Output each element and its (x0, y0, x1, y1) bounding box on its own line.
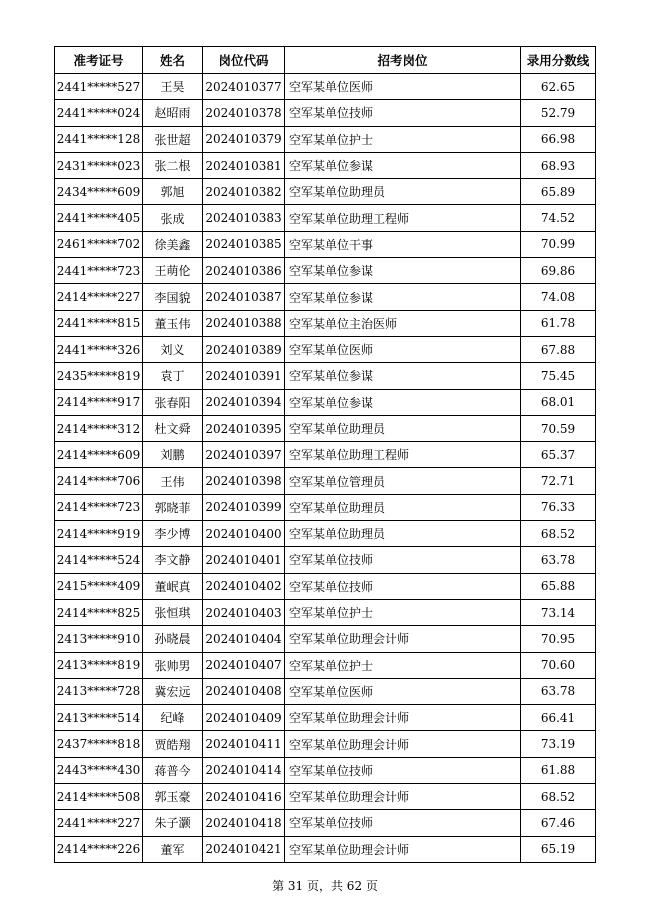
cell-position-code: 2024010411 (203, 731, 285, 757)
cell-exam-id: 2414*****825 (55, 599, 143, 625)
cell-score-line: 70.99 (521, 231, 596, 257)
cell-exam-id: 2413*****910 (55, 626, 143, 652)
cell-position: 空军某单位助理会计师 (285, 626, 521, 652)
cell-score-line: 70.60 (521, 652, 596, 678)
cell-exam-id: 2461*****702 (55, 231, 143, 257)
table-row (55, 626, 596, 652)
cell-name: 董岷真 (143, 573, 203, 599)
cell-position-code: 2024010378 (203, 100, 285, 126)
cell-score-line: 74.08 (521, 284, 596, 310)
cell-name: 贾皓翔 (143, 731, 203, 757)
cell-exam-id: 2441*****128 (55, 126, 143, 152)
header-position: 招考岗位 (285, 47, 521, 74)
table-row (55, 258, 596, 284)
cell-position-code: 2024010394 (203, 389, 285, 415)
cell-position: 空军某单位技师 (285, 757, 521, 783)
cell-position-code: 2024010404 (203, 626, 285, 652)
table-row (55, 836, 596, 862)
table-row (55, 442, 596, 468)
table-row (55, 389, 596, 415)
cell-score-line: 70.59 (521, 415, 596, 441)
table-row (55, 152, 596, 178)
cell-score-line: 70.95 (521, 626, 596, 652)
cell-position-code: 2024010416 (203, 784, 285, 810)
table-row (55, 336, 596, 362)
cell-exam-id: 2414*****312 (55, 415, 143, 441)
table-row (55, 573, 596, 599)
table-row (55, 599, 596, 625)
cell-name: 张世超 (143, 126, 203, 152)
cell-score-line: 68.52 (521, 521, 596, 547)
cell-position: 空军某单位技师 (285, 573, 521, 599)
table-row (55, 205, 596, 231)
cell-name: 张春阳 (143, 389, 203, 415)
cell-position: 空军某单位干事 (285, 231, 521, 257)
cell-position-code: 2024010391 (203, 363, 285, 389)
cell-position-code: 2024010381 (203, 152, 285, 178)
cell-position-code: 2024010388 (203, 310, 285, 336)
cell-name: 王昊 (143, 74, 203, 100)
cell-exam-id: 2414*****609 (55, 442, 143, 468)
cell-name: 董玉伟 (143, 310, 203, 336)
cell-name: 朱子灏 (143, 810, 203, 836)
cell-position: 空军某单位技师 (285, 547, 521, 573)
cell-exam-id: 2414*****226 (55, 836, 143, 862)
cell-exam-id: 2414*****706 (55, 468, 143, 494)
cell-position: 空军某单位参谋 (285, 258, 521, 284)
header-exam-id: 准考证号 (55, 47, 143, 74)
table-row (55, 784, 596, 810)
cell-position: 空军某单位医师 (285, 336, 521, 362)
cell-score-line: 62.65 (521, 74, 596, 100)
cell-position-code: 2024010400 (203, 521, 285, 547)
cell-name: 王萌伦 (143, 258, 203, 284)
cell-name: 董军 (143, 836, 203, 862)
header-position-code: 岗位代码 (203, 47, 285, 74)
cell-position-code: 2024010385 (203, 231, 285, 257)
table-row (55, 468, 596, 494)
cell-position-code: 2024010398 (203, 468, 285, 494)
cell-name: 郭晓菲 (143, 494, 203, 520)
cell-name: 张二根 (143, 152, 203, 178)
cell-exam-id: 2414*****524 (55, 547, 143, 573)
cell-score-line: 69.86 (521, 258, 596, 284)
cell-position: 空军某单位助理工程师 (285, 205, 521, 231)
cell-exam-id: 2441*****527 (55, 74, 143, 100)
table-row (55, 678, 596, 704)
table-row (55, 415, 596, 441)
cell-score-line: 75.45 (521, 363, 596, 389)
cell-position-code: 2024010401 (203, 547, 285, 573)
cell-position-code: 2024010402 (203, 573, 285, 599)
table-row (55, 494, 596, 520)
cell-position-code: 2024010403 (203, 599, 285, 625)
cell-score-line: 67.88 (521, 336, 596, 362)
cell-exam-id: 2414*****919 (55, 521, 143, 547)
table-row (55, 705, 596, 731)
cell-exam-id: 2413*****728 (55, 678, 143, 704)
cell-score-line: 65.89 (521, 179, 596, 205)
cell-score-line: 68.52 (521, 784, 596, 810)
cell-score-line: 68.01 (521, 389, 596, 415)
cell-position-code: 2024010414 (203, 757, 285, 783)
cell-position: 空军某单位医师 (285, 678, 521, 704)
cell-position: 空军某单位助理会计师 (285, 705, 521, 731)
cell-position: 空军某单位助理会计师 (285, 784, 521, 810)
cell-exam-id: 2435*****819 (55, 363, 143, 389)
cell-exam-id: 2441*****024 (55, 100, 143, 126)
table-row (55, 810, 596, 836)
cell-position-code: 2024010389 (203, 336, 285, 362)
table-row (55, 363, 596, 389)
cell-exam-id: 2441*****723 (55, 258, 143, 284)
cell-position: 空军某单位助理员 (285, 521, 521, 547)
table-row (55, 652, 596, 678)
cell-position: 空军某单位助理会计师 (285, 731, 521, 757)
cell-score-line: 66.41 (521, 705, 596, 731)
cell-position-code: 2024010377 (203, 74, 285, 100)
table-row (55, 521, 596, 547)
admission-score-table (54, 46, 596, 863)
cell-name: 刘鹏 (143, 442, 203, 468)
cell-exam-id: 2441*****326 (55, 336, 143, 362)
cell-name: 李文静 (143, 547, 203, 573)
cell-score-line: 67.46 (521, 810, 596, 836)
cell-score-line: 63.78 (521, 678, 596, 704)
cell-position: 空军某单位管理员 (285, 468, 521, 494)
cell-position-code: 2024010409 (203, 705, 285, 731)
page-number: 第 31 页，共 62 页 (272, 879, 378, 893)
cell-name: 杜文舜 (143, 415, 203, 441)
cell-name: 冀宏远 (143, 678, 203, 704)
cell-position: 空军某单位参谋 (285, 389, 521, 415)
cell-exam-id: 2443*****430 (55, 757, 143, 783)
table-row (55, 179, 596, 205)
cell-position-code: 2024010395 (203, 415, 285, 441)
cell-exam-id: 2437*****818 (55, 731, 143, 757)
cell-score-line: 68.93 (521, 152, 596, 178)
cell-position-code: 2024010397 (203, 442, 285, 468)
cell-exam-id: 2415*****409 (55, 573, 143, 599)
table-header-row (55, 47, 596, 74)
cell-position: 空军某单位技师 (285, 810, 521, 836)
cell-position-code: 2024010386 (203, 258, 285, 284)
cell-position: 空军某单位技师 (285, 100, 521, 126)
cell-position-code: 2024010399 (203, 494, 285, 520)
cell-position: 空军某单位医师 (285, 74, 521, 100)
cell-exam-id: 2414*****723 (55, 494, 143, 520)
cell-name: 李少博 (143, 521, 203, 547)
table-row (55, 547, 596, 573)
cell-exam-id: 2441*****227 (55, 810, 143, 836)
table-row (55, 284, 596, 310)
cell-position-code: 2024010383 (203, 205, 285, 231)
cell-name: 徐美鑫 (143, 231, 203, 257)
cell-position-code: 2024010407 (203, 652, 285, 678)
cell-position: 空军某单位参谋 (285, 284, 521, 310)
cell-score-line: 63.78 (521, 547, 596, 573)
cell-name: 李国貌 (143, 284, 203, 310)
cell-score-line: 61.88 (521, 757, 596, 783)
table-row (55, 74, 596, 100)
table-row (55, 310, 596, 336)
cell-exam-id: 2441*****815 (55, 310, 143, 336)
cell-name: 蒋普今 (143, 757, 203, 783)
cell-position: 空军某单位助理会计师 (285, 836, 521, 862)
cell-exam-id: 2413*****514 (55, 705, 143, 731)
table-row (55, 100, 596, 126)
cell-exam-id: 2414*****508 (55, 784, 143, 810)
cell-name: 孙晓晨 (143, 626, 203, 652)
cell-position-code: 2024010418 (203, 810, 285, 836)
cell-score-line: 65.37 (521, 442, 596, 468)
cell-position: 空军某单位参谋 (285, 152, 521, 178)
cell-exam-id: 2414*****227 (55, 284, 143, 310)
cell-name: 王伟 (143, 468, 203, 494)
cell-position: 空军某单位助理员 (285, 494, 521, 520)
cell-score-line: 76.33 (521, 494, 596, 520)
cell-score-line: 73.19 (521, 731, 596, 757)
cell-exam-id: 2441*****405 (55, 205, 143, 231)
cell-score-line: 72.71 (521, 468, 596, 494)
cell-position: 空军某单位助理员 (285, 415, 521, 441)
cell-position: 空军某单位助理员 (285, 179, 521, 205)
cell-position: 空军某单位主治医师 (285, 310, 521, 336)
cell-exam-id: 2431*****023 (55, 152, 143, 178)
table-row (55, 126, 596, 152)
cell-name: 袁丁 (143, 363, 203, 389)
cell-score-line: 66.98 (521, 126, 596, 152)
cell-position: 空军某单位参谋 (285, 363, 521, 389)
cell-position-code: 2024010387 (203, 284, 285, 310)
cell-score-line: 74.52 (521, 205, 596, 231)
table-row (55, 231, 596, 257)
cell-score-line: 65.19 (521, 836, 596, 862)
table-body (55, 74, 596, 863)
cell-name: 郭玉豪 (143, 784, 203, 810)
cell-score-line: 52.79 (521, 100, 596, 126)
cell-exam-id: 2413*****819 (55, 652, 143, 678)
cell-name: 张恒琪 (143, 599, 203, 625)
cell-position-code: 2024010408 (203, 678, 285, 704)
header-name: 姓名 (143, 47, 203, 74)
cell-position: 空军某单位护士 (285, 599, 521, 625)
cell-name: 张帅男 (143, 652, 203, 678)
cell-position: 空军某单位护士 (285, 126, 521, 152)
cell-position: 空军某单位助理工程师 (285, 442, 521, 468)
header-score-line: 录用分数线 (521, 47, 596, 74)
cell-name: 赵昭雨 (143, 100, 203, 126)
cell-exam-id: 2414*****917 (55, 389, 143, 415)
cell-score-line: 61.78 (521, 310, 596, 336)
cell-position-code: 2024010421 (203, 836, 285, 862)
cell-score-line: 73.14 (521, 599, 596, 625)
cell-position-code: 2024010382 (203, 179, 285, 205)
cell-exam-id: 2434*****609 (55, 179, 143, 205)
cell-position-code: 2024010379 (203, 126, 285, 152)
cell-name: 张成 (143, 205, 203, 231)
cell-name: 刘义 (143, 336, 203, 362)
cell-position: 空军某单位护士 (285, 652, 521, 678)
cell-name: 郭旭 (143, 179, 203, 205)
cell-score-line: 65.88 (521, 573, 596, 599)
table-row (55, 731, 596, 757)
cell-name: 纪峰 (143, 705, 203, 731)
table-row (55, 757, 596, 783)
